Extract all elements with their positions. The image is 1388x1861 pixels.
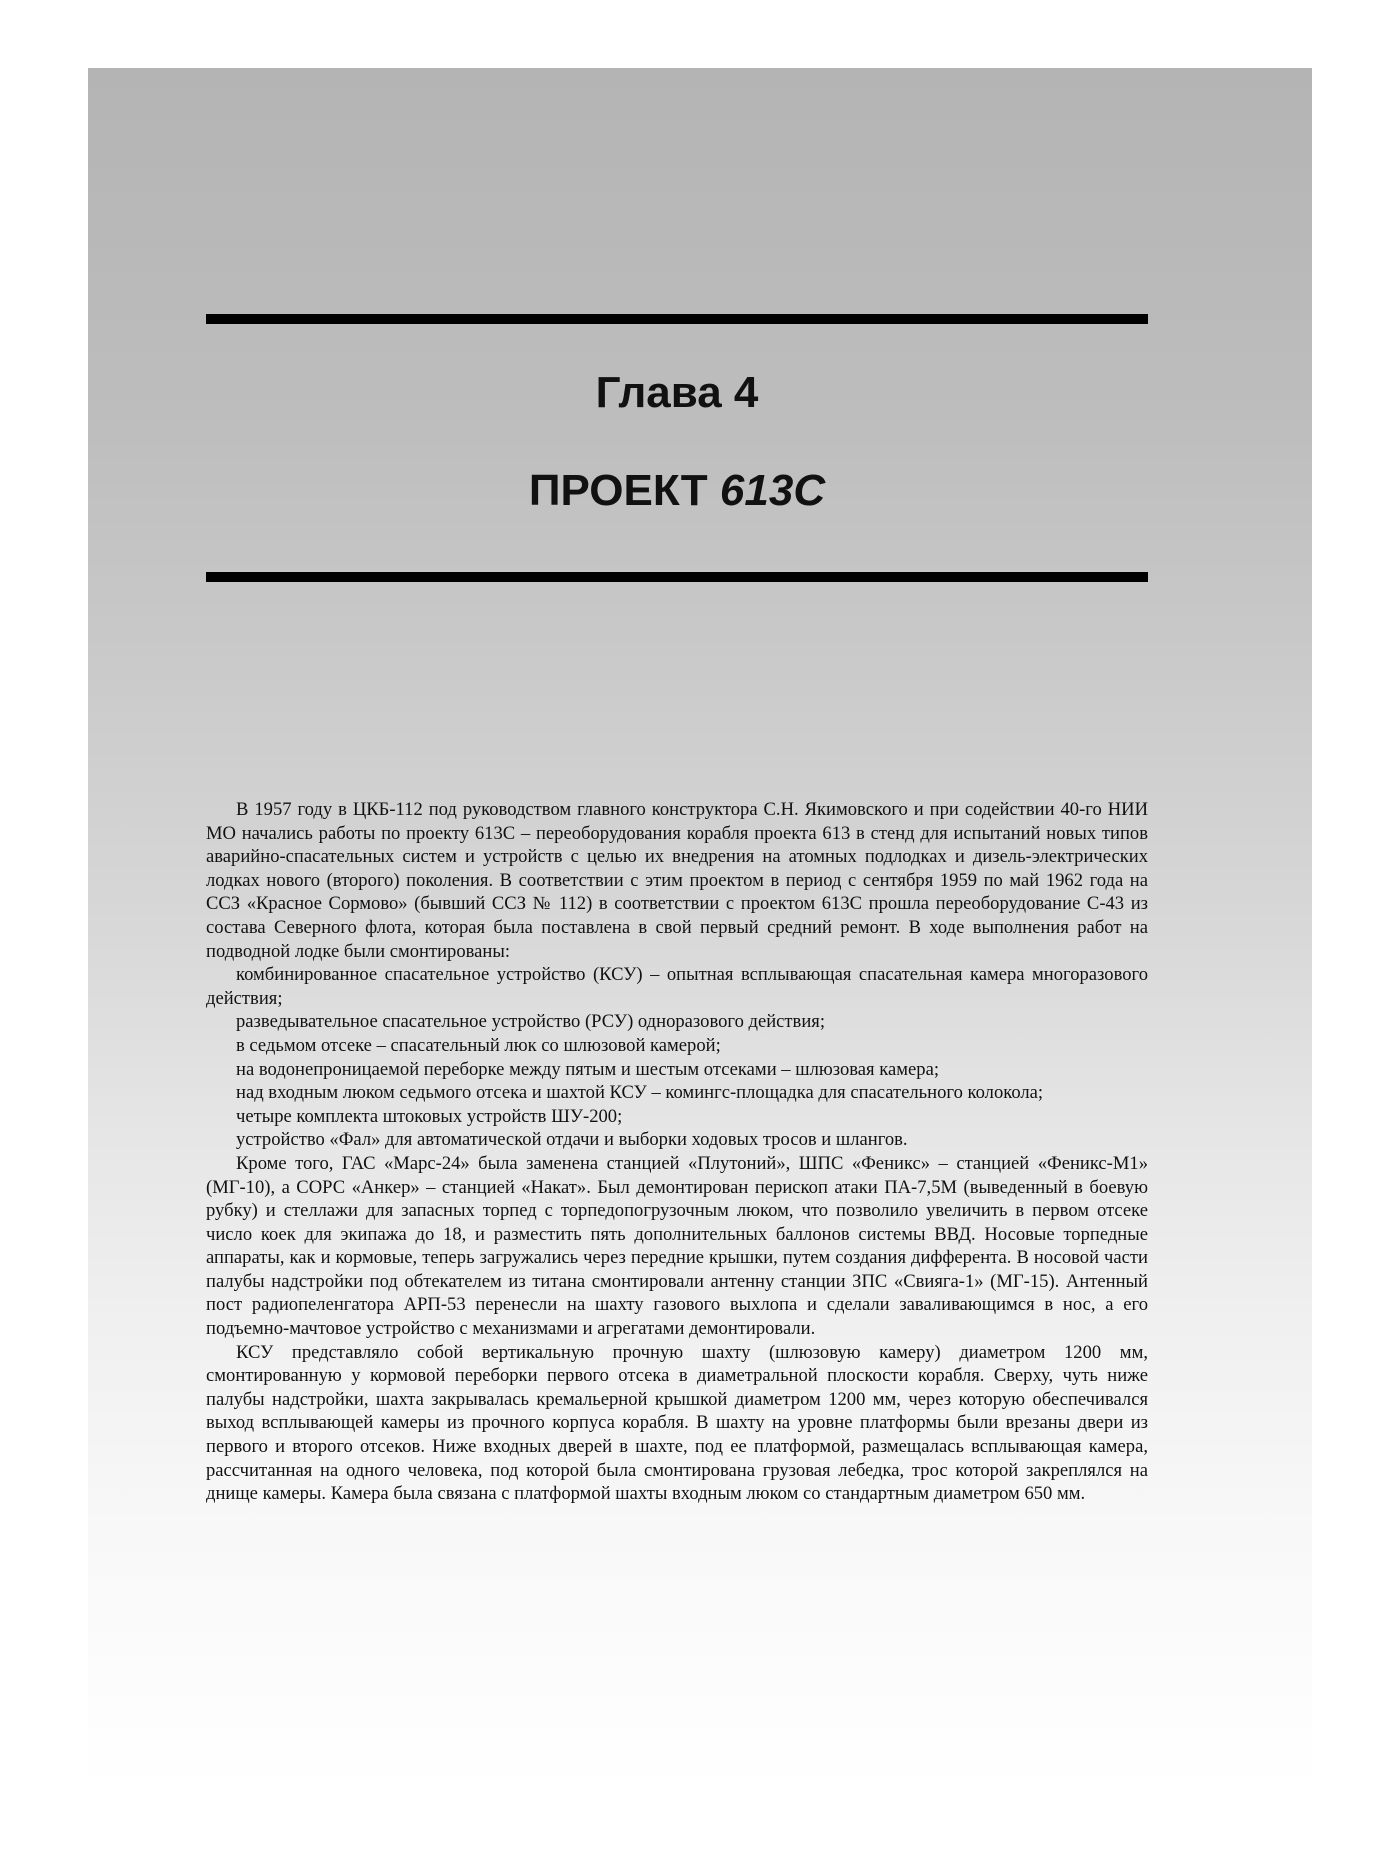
- paragraph-2: Кроме того, ГАС «Марс-24» была заменена станцией «Плутоний», ШПС «Феникс» – станцией «Феникс-М1» (МГ-10), а СОРС «Анкер» – станцией «Накат». Был демонтирован перископ атаки ПА-7,5М (выведенный в боевую рубку) и стеллажи для запасных торпед с торпедопогрузочным люком, что позволило увеличить в первом отсеке число коек для экипажа до 18, и разместить пять дополнительных баллонов системы ВВД. Носовые торпедные аппараты, как и кормовые, теперь загружались через передние крышки, путем создания дифферента. В носовой части палубы надстройки под обтекателем из титана смонтировали антенну станции ЗПС «Свияга-1» (МГ-15). Антенный пост радиопеленгатора АРП-53 перенесли на шахту газового выхлопа и сделали заваливающимся в нос, а его подъемно-мачтовое устройство с механизмами и агрегатами демонтировали.: [206, 1152, 1148, 1340]
- bottom-rule: [206, 572, 1148, 582]
- list-item: устройство «Фал» для автоматической отдачи и выборки ходовых тросов и шлангов.: [236, 1129, 908, 1151]
- list-item: на водонепроницаемой переборке между пятым и шестым отсеками – шлюзовая камера;: [236, 1058, 939, 1080]
- list-item: над входным люком седьмого отсека и шахтой КСУ – комингс-площадка для спасательного колокола;: [236, 1082, 1044, 1104]
- list-item: четыре комплекта штоковых устройств ШУ-200;: [236, 1105, 623, 1127]
- paragraph-3: КСУ представляло собой вертикальную прочную шахту (шлюзовую камеру) диаметром 1200 мм, смонтированную у кормовой переборки первого отсека в диаметральной плоскости корабля. Сверху, чуть ниже палубы надстройки, шахта закрывалась кремальерной крышкой диаметром 1200 мм, через которую обеспечивался выход всплывающей камеры из прочного корпуса корабля. В шахту на уровне платформы были врезаны двери из первого и второго отсеков. Ниже входных дверей в шахте, под ее платформой, размещалась всплывающая камера, рассчитанная на одного человека, под которой была смонтирована грузовая лебедка, трос которой закреплялся на днище камеры. Камера была связана с платформой шахты входным люком со стандартным диаметром 650 мм.: [206, 1341, 1148, 1505]
- list-item: комбинированное спасательное устройство (КСУ) – опытная всплывающая спасательная камера многоразового действия;: [206, 964, 1148, 1009]
- intro-paragraph: В 1957 году в ЦКБ-112 под руководством главного конструктора С.Н. Якимовского и при содействии 40-го НИИ МО начались работы по проекту 613С – переоборудования корабля проекта 613 в стенд для испытаний новых типов аварийно-спасательных систем и устройств с целью их внедрения на атомных подлодках и дизель-электрических лодках нового (второго) поколения. В соответствии с этим проектом в период с сентября 1959 по май 1962 года на ССЗ «Красное Сормово» (бывший ССЗ № 112) в соответствии с проектом 613С прошла переоборудование С-43 из состава Северного флота, которая была поставлена в свой первый средний ремонт. В ходе выполнения работ на подводной лодке были смонтированы:: [206, 799, 1148, 962]
- list-item: в седьмом отсеке – спасательный люк со шлюзовой камерой;: [236, 1034, 721, 1056]
- chapter-title-number: 613С: [719, 466, 826, 515]
- chapter-label: Глава 4: [595, 368, 759, 417]
- list-item: разведывательное спасательное устройство (РСУ) одноразового действия;: [236, 1011, 826, 1033]
- top-rule: [206, 314, 1148, 324]
- body-text: [206, 798, 1148, 1506]
- chapter-title: [206, 466, 1148, 516]
- chapter-title-prefix: ПРОЕКТ: [528, 466, 708, 515]
